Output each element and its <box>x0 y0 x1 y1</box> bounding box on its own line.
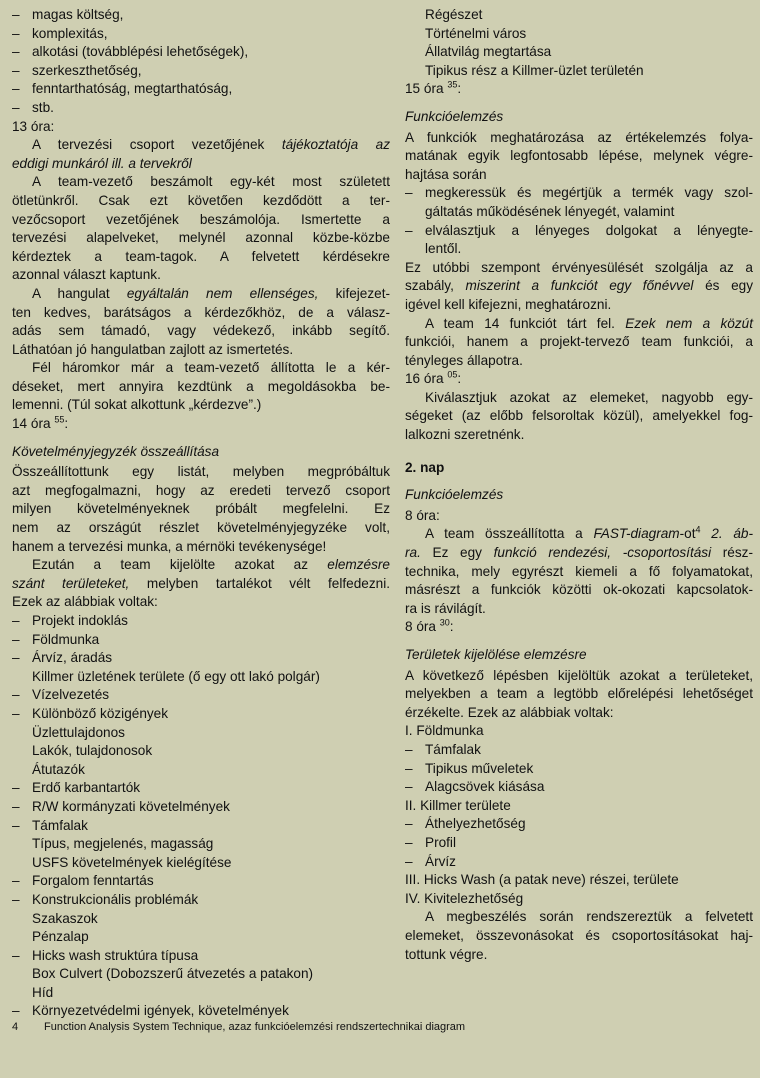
list-item-continuation: lentől. <box>425 241 462 257</box>
list-item: Szakaszok <box>32 910 98 926</box>
dash-list-top <box>12 6 390 118</box>
paragraph-line: azonnal választ kaptunk. <box>12 267 161 283</box>
paragraph-line: ra. Ez egy funkció rendezési, -csoportosítási rész- <box>405 545 753 561</box>
list-item: Állatvilág megtartása <box>425 44 552 60</box>
paragraph-line: funkciói, hanem a projekt-tervező team funkciói, a <box>405 334 753 350</box>
list-item: – Környezetvédelmi igények, követelmények <box>12 1002 390 1021</box>
list-item: – megkeressük és megértjük a termék vagy szol- <box>405 184 753 203</box>
paragraph <box>405 389 753 445</box>
section-heading: Funkcióelemzés <box>405 487 504 503</box>
list-item: Tipikus rész a Killmer-üzlet területén <box>425 62 644 78</box>
roman-list-item: I. Földmunka <box>405 723 484 739</box>
footnote-number: 4 <box>12 1021 19 1033</box>
list-item: Régészet <box>425 7 483 22</box>
section-heading: Követelményjegyzék összeállítása <box>12 443 220 459</box>
list-item: – Áthelyezhetőség <box>405 815 753 834</box>
paragraph <box>12 359 390 415</box>
list-item: – Árvíz, áradás <box>12 649 390 668</box>
area-list <box>12 612 390 1021</box>
paragraph-line: hanem a tervezési munka, a mérnöki tevékenysége! <box>12 538 327 554</box>
paragraph-line: A team-vezető beszámolt egy-két most született <box>32 174 390 190</box>
paragraph-line: lemenni. (Túl sokat alkottunk „kérdezve”.) <box>12 397 262 413</box>
list-item-continuation: gáltatás működésének lényegét, valamint <box>425 203 675 219</box>
paragraph-line: A team 14 funkciót tárt fel. Ezek nem a közút <box>425 315 753 331</box>
paragraph-line: lalkozni szeretnénk. <box>405 427 525 443</box>
list-item: – Támfalak <box>405 741 753 760</box>
paragraph-line: tervezési alapelveket, melynél azonnal közbe-közbe <box>12 230 390 246</box>
paragraph <box>405 129 753 185</box>
list-item: – Konstrukcionális problémák <box>12 891 390 910</box>
list-item: Történelmi város <box>425 25 527 41</box>
list-item: – Erdő karbantartók <box>12 779 390 798</box>
paragraph-line: melyekben a team a legtöbb előrelépési lehetőséget <box>405 686 753 702</box>
paragraph-line: azt megfogalmazni, hogy az eredeti tervező csoport <box>12 482 390 498</box>
list-item: – Projekt indoklás <box>12 612 390 631</box>
time-marker: 15 óra $^{35}$: <box>405 79 462 97</box>
paragraph <box>405 667 753 723</box>
list-item: – Támfalak <box>12 817 390 836</box>
day-heading: 2. nap <box>405 459 445 475</box>
paragraph-line: Kiválasztjuk azokat az elemeket, nagyobb egy- <box>425 389 753 405</box>
right-column <box>405 6 753 964</box>
list-item: – Profil <box>405 834 753 853</box>
time-marker: 13 óra: <box>12 118 55 134</box>
paragraph-line: A tervezési csoport vezetőjének tájékoztatója az <box>32 137 390 153</box>
list-item: Típus, megjelenés, magasság <box>32 836 214 852</box>
selected-areas-list <box>405 722 753 908</box>
list-item: – Földmunka <box>12 631 390 650</box>
list-item: Pénzalap <box>32 929 89 945</box>
paragraph <box>12 463 390 556</box>
paragraph-line: Ezek az alábbiak voltak: <box>12 594 158 610</box>
footnote <box>12 1020 752 1034</box>
continued-list <box>405 6 753 80</box>
paragraph-line: eddigi munkáról ill. a tervekről <box>12 155 192 171</box>
paragraph-line: matának egyik legfontosabb lépése, melynek végre- <box>405 148 753 164</box>
paragraph-line: Fél háromkor már a team-vezető állította le a kér- <box>32 360 390 376</box>
paragraph-line: ötletünkről. Csak ezt követően kezdődött a ter- <box>12 192 390 208</box>
list-item: – R/W kormányzati követelmények <box>12 798 390 817</box>
paragraph-line: Láthatóan jó hangulatban zajlott az ismertetés. <box>12 341 294 357</box>
paragraph-line: A team összeállította a FAST-$diagram-ot^4$ 2. áb- <box>425 524 754 542</box>
paragraph-line: Ezután a team kijelölte azokat az elemzésre <box>32 557 390 573</box>
time-marker: 14 óra $^{55}$: <box>12 414 69 432</box>
footnote-text: Function Analysis System Technique, azaz funkcióelemzési rendszertechnikai diagram <box>44 1021 466 1033</box>
paragraph-line: A hangulat egyáltalán nem ellenséges, kifejezet- <box>32 285 391 301</box>
paragraph-line: szánt területeket, melyben tartalékot vélt felfedezni. <box>12 575 390 591</box>
paragraph-line: technika, mely egyrészt kiemeli a fő folyamatokat, <box>405 563 753 579</box>
section-heading: Funkcióelemzés <box>405 108 504 124</box>
list-item: – Árvíz <box>405 853 753 872</box>
list-item: Box Culvert (Dobozszerű átvezetés a patakon) <box>32 966 314 982</box>
list-item: USFS követelmények kielégítése <box>32 854 232 870</box>
time-marker: 16 óra $^{05}$: <box>405 369 462 387</box>
list-item: Killmer üzletének területe (ő egy ott lakó polgár) <box>32 668 320 684</box>
paragraph <box>405 908 753 964</box>
paragraph-line: szabály, miszerint a funkciót egy főnévvel és egy <box>405 278 754 294</box>
paragraph-line: hajtása során <box>405 166 487 182</box>
left-column <box>12 6 390 1021</box>
time-marker: 8 óra $^{30}$: <box>405 617 454 635</box>
list-item: – Forgalom fenntartás <box>12 872 390 891</box>
list-item: – komplexitás, <box>12 25 390 44</box>
paragraph-line: A következő lépésben kijelöltük azokat a területeket, <box>405 667 753 683</box>
roman-list-item: III. Hicks Wash (a patak neve) részei, területe <box>405 872 679 888</box>
roman-list-item: II. Killmer területe <box>405 797 511 813</box>
list-item: – Tipikus műveletek <box>405 760 753 779</box>
paragraph-line: adás sem támadó, vagy védekező, inkább segítő. <box>12 323 390 339</box>
paragraph-line: A funkciók meghatározása az értékelemzés folya- <box>405 129 753 145</box>
section-heading: Területek kijelölése elemzésre <box>405 647 587 662</box>
list-item: – Vízelvezetés <box>12 686 390 705</box>
list-item: – szerkeszthetőség, <box>12 62 390 81</box>
paragraph-line: A megbeszélés során rendszereztük a felvetett <box>425 909 753 925</box>
paragraph-line: tottunk végre. <box>405 946 488 962</box>
paragraph-line: milyen követelményeknek próbált megfelelni. Ez <box>12 501 390 517</box>
list-item: – Hicks wash struktúra típusa <box>12 947 390 966</box>
list-item: – Alagcsövek kiásása <box>405 778 753 797</box>
paragraph-line: ra is rávilágít. <box>405 600 486 616</box>
paragraph-line: ten kedves, barátságos a kérdezőkhöz, de a válasz- <box>12 304 390 320</box>
paragraph-line: érzékelte. Ezek az alábbiak voltak: <box>405 704 614 720</box>
paragraph-line: tényleges állapotra. <box>405 352 523 368</box>
list-item: Híd <box>32 984 54 1000</box>
paragraph-line: elemeket, összevonásokat és csoportosításokat haj- <box>405 927 753 943</box>
paragraph-line: másrészt a funkciók közötti ok-okozati kapcsolatok- <box>405 582 753 598</box>
paragraph-line: kérdeztek a team-tagok. A felvetett kérdésekre <box>12 248 390 264</box>
list-item: – Különböző közigények <box>12 705 390 724</box>
paragraph-line: vezőcsoport vezetőjének beszámolója. Ismertette a <box>12 211 390 227</box>
list-item: – fenntarthatóság, megtarthatóság, <box>12 80 390 99</box>
list-item: Üzlettulajdonos <box>32 724 125 740</box>
paragraph-line: Összeállítottunk egy listát, melyben megpróbáltuk <box>12 464 390 480</box>
time-marker: 8 óra: <box>405 507 440 523</box>
list-item: – alkotási (továbblépési lehetőségek), <box>12 43 390 62</box>
paragraph-line: Ez utóbbi szempont érvényesülését szolgálja az a <box>405 259 753 275</box>
list-item: – magas költség, <box>12 6 390 25</box>
list-item: – elválasztjuk a lényeges dolgokat a lényegte- <box>405 222 753 241</box>
paragraph-line: déseket, mert annyira kezdtünk a megoldásokba be- <box>12 378 390 394</box>
paragraph-line: ségeket (az előbb felsoroltak közül), amelyekkel fog- <box>405 408 753 424</box>
list-item: – stb. <box>12 99 390 118</box>
paragraph <box>12 173 390 285</box>
roman-list-item: IV. Kivitelezhetőség <box>405 890 524 906</box>
paragraph <box>12 285 390 359</box>
paragraph-line: igével kell kifejezni, meghatározni. <box>405 296 612 312</box>
list-item: Átutazók <box>32 761 85 777</box>
list-item: Lakók, tulajdonosok <box>32 743 153 759</box>
paragraph-line: nem az országút részlet követelményjegyzéke volt, <box>12 520 390 536</box>
